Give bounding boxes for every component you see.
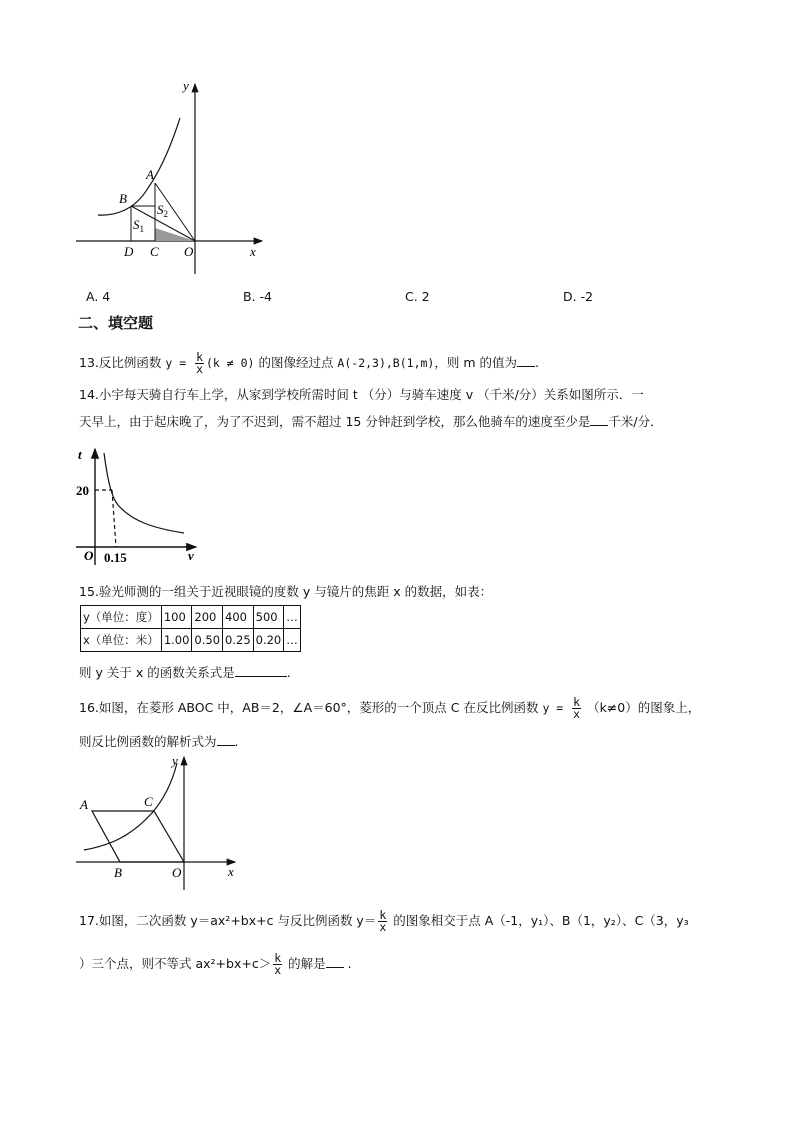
question-16-line2: 则反比例函数的解析式为 . bbox=[79, 734, 239, 749]
label-O: O bbox=[172, 865, 182, 880]
label-S2: $S_2$ bbox=[157, 202, 168, 219]
table-row: y（单位：度） 100 200 400 500 … bbox=[81, 606, 301, 629]
label-B: B bbox=[119, 191, 127, 206]
label-B: B bbox=[114, 865, 122, 880]
hyperbola-curve bbox=[84, 763, 177, 850]
figure-q12-graph bbox=[70, 78, 270, 278]
label-y: y bbox=[172, 753, 178, 768]
label-A: A bbox=[146, 167, 154, 182]
question-15: 15.验光师测的一组关于近视眼镜的度数 y 与镜片的焦距 x 的数据，如表： bbox=[79, 584, 493, 599]
label-t: t bbox=[78, 447, 82, 462]
label-O: O bbox=[84, 548, 94, 563]
option-a: A. 4 bbox=[86, 289, 111, 304]
table-row: x（单位：米） 1.00 0.50 0.25 0.20 … bbox=[81, 629, 301, 652]
label-x: x bbox=[228, 864, 234, 879]
option-d: D. -2 bbox=[563, 289, 594, 304]
question-15-after: 则 y 关于 x 的函数关系式是 . bbox=[79, 665, 291, 680]
label-v: v bbox=[188, 548, 194, 563]
figure-q16-graph bbox=[72, 753, 242, 893]
question-14-line1: 14.小宇每天骑自行车上学，从家到学校所需时间 t （分）与骑车速度 v （千米/分）关系如图所示．一 bbox=[79, 387, 644, 402]
label-O: O bbox=[184, 244, 194, 259]
figure-q14-graph bbox=[72, 443, 202, 568]
label-20: 20 bbox=[76, 483, 89, 498]
question-16-line1: 16.如图，在菱形 ABOC 中，AB＝2，∠A＝60°，菱形的一个顶点 C 在反比例函数 y = $\frac{k}{x}$ （k≠0）的图象上， bbox=[79, 695, 701, 721]
question-17-line2: ）三个点，则不等式 ax²+bx+c＞ $\frac{k}{x}$ 的解是 . bbox=[79, 951, 352, 977]
question-14-line2: 天早上，由于起床晚了，为了不迟到，需不超过 15 分钟赶到学校，那么他骑车的速度至少是 千米/分． bbox=[79, 414, 663, 429]
option-c: C. 2 bbox=[405, 289, 430, 304]
label-C: C bbox=[144, 794, 153, 809]
curve-t-v bbox=[104, 453, 184, 533]
label-015: 0.15 bbox=[104, 550, 127, 565]
question-13: 13.反比例函数 y = $\frac{k}{x}$ (k ≠ 0) 的图像经过点 A(-2,3),B(1,m)，则 m 的值为 . bbox=[79, 350, 539, 376]
option-b: B. -4 bbox=[243, 289, 272, 304]
section-title: 二、填空题 bbox=[78, 314, 154, 332]
label-S1: $S_1$ bbox=[133, 217, 144, 234]
question-17-line1: 17.如图，二次函数 y＝ax²+bx+c 与反比例函数 y＝ $\frac{k}{x}$ 的图象相交于点 A（-1，y₁）、B（1，y₂）、C（3，y₃ bbox=[79, 908, 689, 934]
label-x: x bbox=[250, 244, 256, 259]
label-y: y bbox=[183, 78, 189, 93]
label-C: C bbox=[150, 244, 159, 259]
label-D: D bbox=[124, 244, 134, 259]
label-A: A bbox=[80, 797, 88, 812]
rhombus-ABOC bbox=[92, 811, 184, 862]
q15-table bbox=[80, 605, 301, 652]
